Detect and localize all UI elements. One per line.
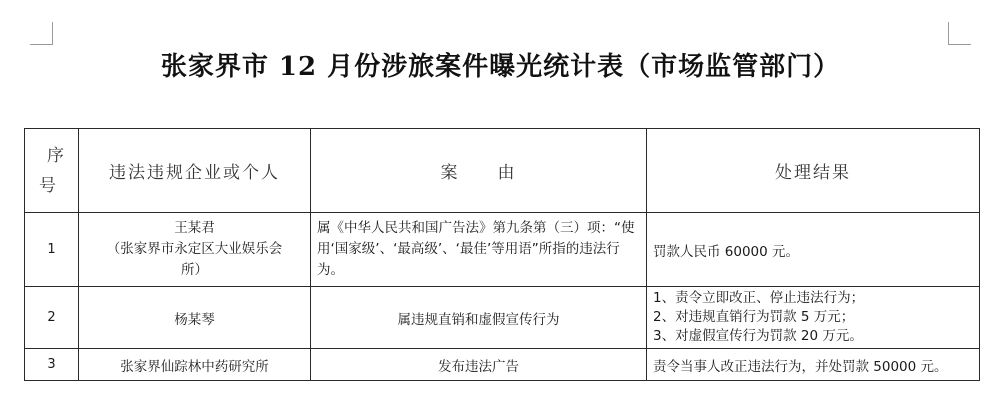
header-index-line1: 序: [47, 145, 64, 166]
row-reason: 发布违法广告: [311, 349, 647, 381]
header-index-line2: 号: [39, 175, 56, 196]
row-result: 罚款人民币 60000 元。: [647, 213, 980, 287]
document-title: 张家界市 12 月份涉旅案件曝光统计表（市场监管部门）: [160, 52, 841, 82]
header-reason: 案 由: [311, 129, 647, 213]
row-reason: 属违规直销和虚假宣传行为: [311, 287, 647, 349]
table-row: [25, 287, 980, 349]
row-result: [647, 287, 980, 349]
table-header-row: [25, 129, 980, 213]
party-org-line1: （张家界市永定区大业娱乐会: [106, 241, 283, 257]
statistics-table: [24, 128, 980, 381]
row-index: 1: [25, 213, 79, 287]
header-party: 违法违规企业或个人: [79, 129, 311, 213]
row-party: 张家界仙踪林中药研究所: [79, 349, 311, 381]
row-party: 杨某琴: [79, 287, 311, 349]
row-result: 责令当事人改正违法行为，并处罚款 50000 元。: [647, 349, 980, 381]
result-item: 3、对虚假宣传行为罚款 20 万元。: [653, 328, 863, 344]
row-index: 2: [25, 287, 79, 349]
table-row: [25, 349, 980, 381]
header-index: [25, 129, 79, 213]
result-item: 1、责令立即改正、停止违法行为；: [653, 290, 865, 306]
table-row: [25, 213, 980, 287]
row-index: 3: [25, 349, 79, 381]
crop-mark-top-left: [30, 22, 53, 45]
party-org-line2: 所）: [181, 262, 208, 278]
crop-mark-top-right: [948, 22, 971, 45]
result-item: 2、对违规直销行为罚款 5 万元；: [653, 309, 855, 325]
party-name: 王某君: [174, 220, 215, 236]
row-party: [79, 213, 311, 287]
header-result: 处理结果: [647, 129, 980, 213]
row-reason: 属《中华人民共和国广告法》第九条第（三）项：“使用‘国家级’、‘最高级’、‘最佳’等用语”所指的违法行为。: [311, 213, 647, 287]
